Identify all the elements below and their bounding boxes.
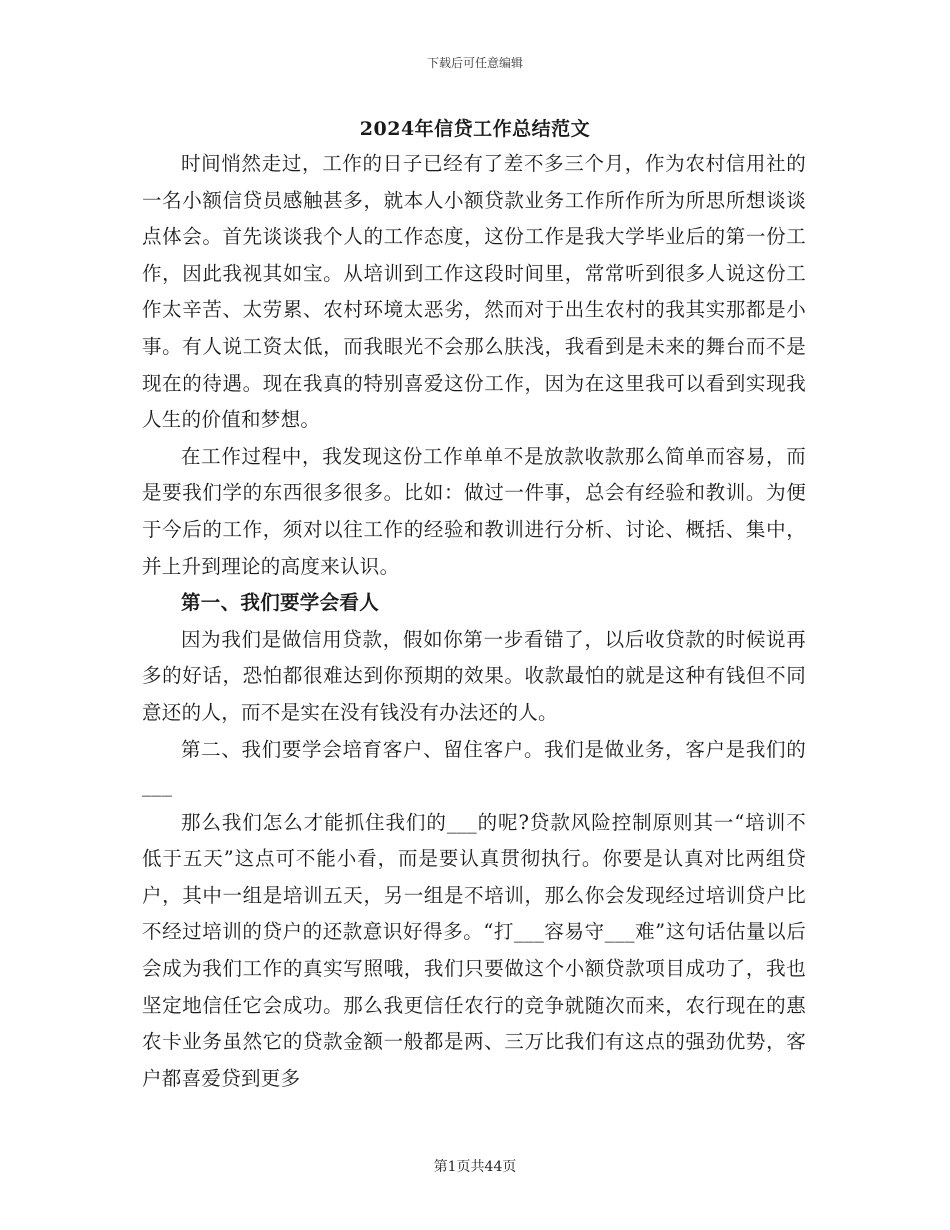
page-number: 第1页共44页 <box>433 1159 517 1175</box>
paragraph: 时间悄然走过，工作的日子已经有了差不多三个月，作为农村信用社的一名小额信贷员感触甚多，就本人小额贷款业务工作所作所为所思所想谈谈点体会。首先谈谈我个人的工作态度，这份工作是我大学毕业后的第一份工作，因此我视其如宝。从培训到工作这段时间里，常常听到很多人说这份工作太辛苦、太劳累、农村环境太恶劣，然而对于出生农村的我其实那都是小事。有人说工资太低，而我眼光不会那么肤浅，我看到是未来的舞台而不是现在的待遇。现在我真的特别喜爱这份工作，因为在这里我可以看到实现我人生的价值和梦想。 <box>142 152 806 432</box>
paragraph: 第二、我们要学会培育客户、留住客户。我们是做业务，客户是我们的___ <box>142 737 806 798</box>
section-heading: 第一、我们要学会看人 <box>181 591 380 615</box>
document-body <box>142 146 806 1097</box>
paragraph: 那么我们怎么才能抓住我们的___的呢?贷款风险控制原则其一“培训不低于五天”这点可不能小看，而是要认真贯彻执行。你要是认真对比两组贷户，其中一组是培训五天，另一组是不培训，那么你会发现经过培训贷户比不经过培训的贷户的还款意识好得多。“打___容易守___难”这句话估量以后会成为我们工作的真实写照哦，我们只要做这个小额贷款项目成功了，我也坚定地信任它会成功。那么我更信任农行的竞争就随次而来，农行现在的惠农卡业务虽然它的贷款金额一般都是两、三万比我们有这点的强劲优势，客户都喜爱贷到更多 <box>142 810 806 1090</box>
document-title: 2024年信贷工作总结范文 <box>359 118 591 140</box>
paragraph: 在工作过程中，我发现这份工作单单不是放款收款那么简单而容易，而是要我们学的东西很多很多。比如：做过一件事，总会有经验和教训。为便于今后的工作，须对以往工作的经验和教训进行分析、讨论、概括、集中，并上升到理论的高度来认识。 <box>142 444 806 578</box>
header-note: 下载后可任意编辑 <box>426 56 523 70</box>
paragraph: 因为我们是做信用贷款，假如你第一步看错了，以后收贷款的时候说再多的好话，恐怕都很难达到你预期的效果。收款最怕的就是这种有钱但不同意还的人，而不是实在没有钱没有办法还的人。 <box>142 627 806 724</box>
